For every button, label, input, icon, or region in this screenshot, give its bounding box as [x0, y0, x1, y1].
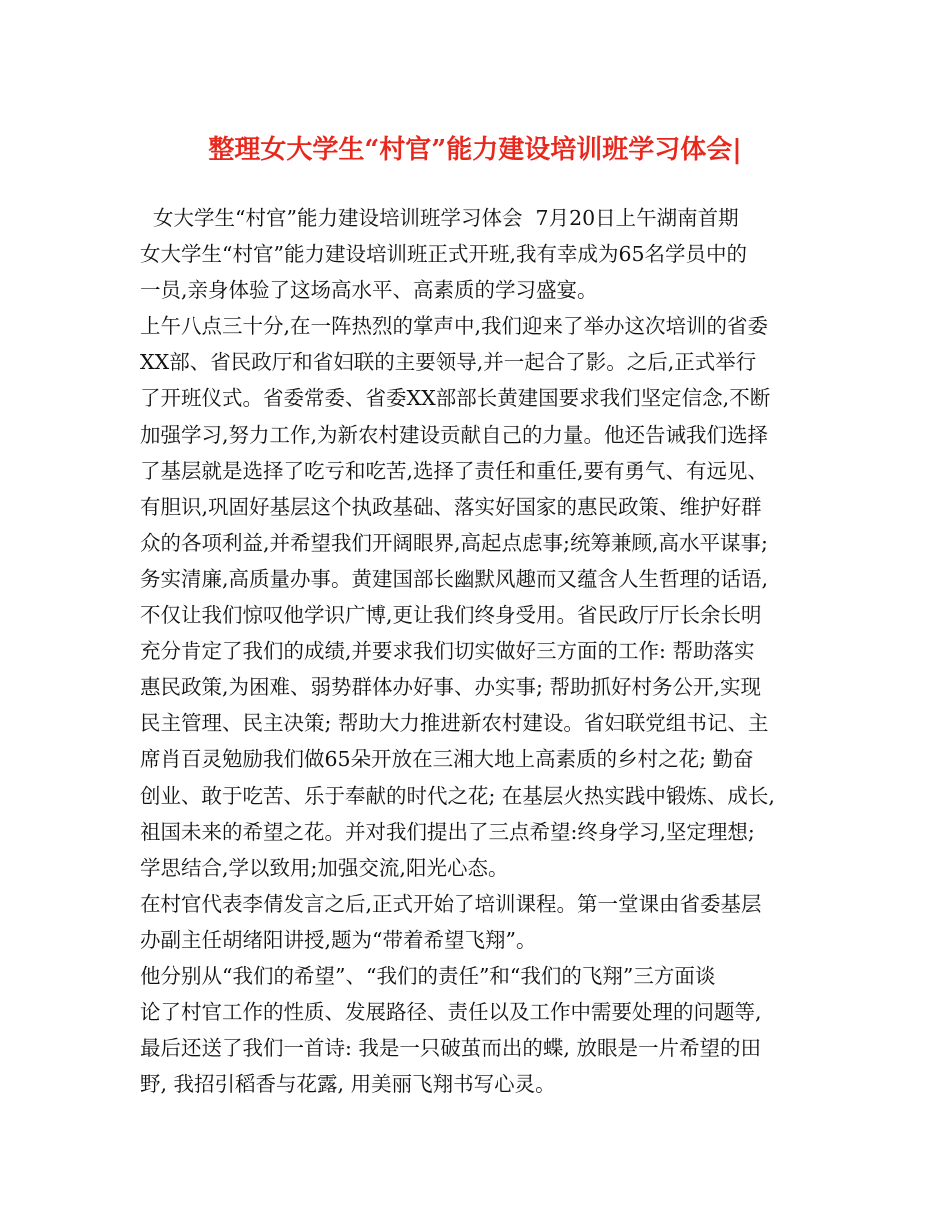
- paragraph-2: [140, 308, 815, 886]
- text-line: 女大学生“村官”能力建设培训班学习体会 7月20日上午湖南首期: [140, 206, 739, 230]
- text-line: 他分别从“我们的希望”、“我们的责任”和“我们的飞翔”三方面谈: [140, 963, 716, 988]
- paragraph-4: [140, 958, 815, 1102]
- text-line: 有胆识,巩固好基层这个执政基础、落实好国家的惠民政策、维护好群: [140, 494, 762, 519]
- text-line: 办副主任胡绪阳讲授,题为“带着希望飞翔”。: [140, 927, 537, 952]
- text-line: 论了村官工作的性质、发展路径、责任以及工作中需要处理的问题等,: [140, 1000, 762, 1025]
- text-line: 惠民政策,为困难、弱势群体办好事、办实事; 帮助抓好村务公开,实现: [140, 675, 761, 700]
- text-line: 席肖百灵勉励我们做65朵开放在三湘大地上高素质的乡村之花; 勤奋: [140, 747, 754, 772]
- document-title: 整理女大学生“村官”能力建设培训班学习体会|: [208, 135, 742, 165]
- text-line: 不仅让我们惊叹他学识广博,更让我们终身受用。省民政厅厅长余长明: [140, 603, 762, 628]
- text-line: 务实清廉,高质量办事。黄建国部长幽默风趣而又蕴含人生哲理的话语,: [140, 566, 769, 591]
- text-line: 在村官代表李倩发言之后,正式开始了培训课程。第一堂课由省委基层: [140, 891, 762, 916]
- text-line: 了开班仪式。省委常委、省委XX部部长黄建国要求我们坚定信念,不断: [140, 386, 771, 411]
- paragraph-3: [140, 886, 815, 958]
- text-line: 众的各项利益,并希望我们开阔眼界,高起点虑事;统筹兼顾,高水平谋事;: [140, 530, 768, 555]
- text-line: 一员,亲身体验了这场高水平、高素质的学习盛宴。: [140, 278, 598, 303]
- text-line: 野, 我招引稻香与花露, 用美丽飞翔书写心灵。: [140, 1072, 556, 1097]
- document-body: [140, 200, 815, 1102]
- paragraph-1: [140, 200, 815, 308]
- text-line: XX部、省民政厅和省妇联的主要领导,并一起合了影。之后,正式举行: [140, 350, 757, 375]
- text-line: 学思结合,学以致用;加强交流,阳光心态。: [140, 855, 509, 880]
- text-line: 充分肯定了我们的成绩,并要求我们切实做好三方面的工作: 帮助落实: [140, 639, 755, 664]
- text-line: 上午八点三十分,在一阵热烈的掌声中,我们迎来了举办这次培训的省委: [140, 314, 769, 339]
- text-line: 民主管理、民主决策; 帮助大力推进新农村建设。省妇联党组书记、主: [140, 711, 769, 736]
- text-line: 加强学习,努力工作,为新农村建设贡献自己的力量。他还告诫我们选择: [140, 422, 769, 447]
- text-line: 最后还送了我们一首诗: 我是一只破茧而出的蝶, 放眼是一片希望的田: [140, 1036, 761, 1061]
- text-line: 创业、敢于吃苦、乐于奉献的时代之花; 在基层火热实践中锻炼、成长,: [140, 783, 775, 808]
- text-line: 祖国未来的希望之花。并对我们提出了三点希望:终身学习,坚定理想;: [140, 819, 755, 844]
- text-line: 了基层就是选择了吃亏和吃苦,选择了责任和重任,要有勇气、有远见、: [140, 458, 769, 483]
- text-line: 女大学生“村官”能力建设培训班正式开班,我有幸成为65名学员中的: [140, 242, 748, 267]
